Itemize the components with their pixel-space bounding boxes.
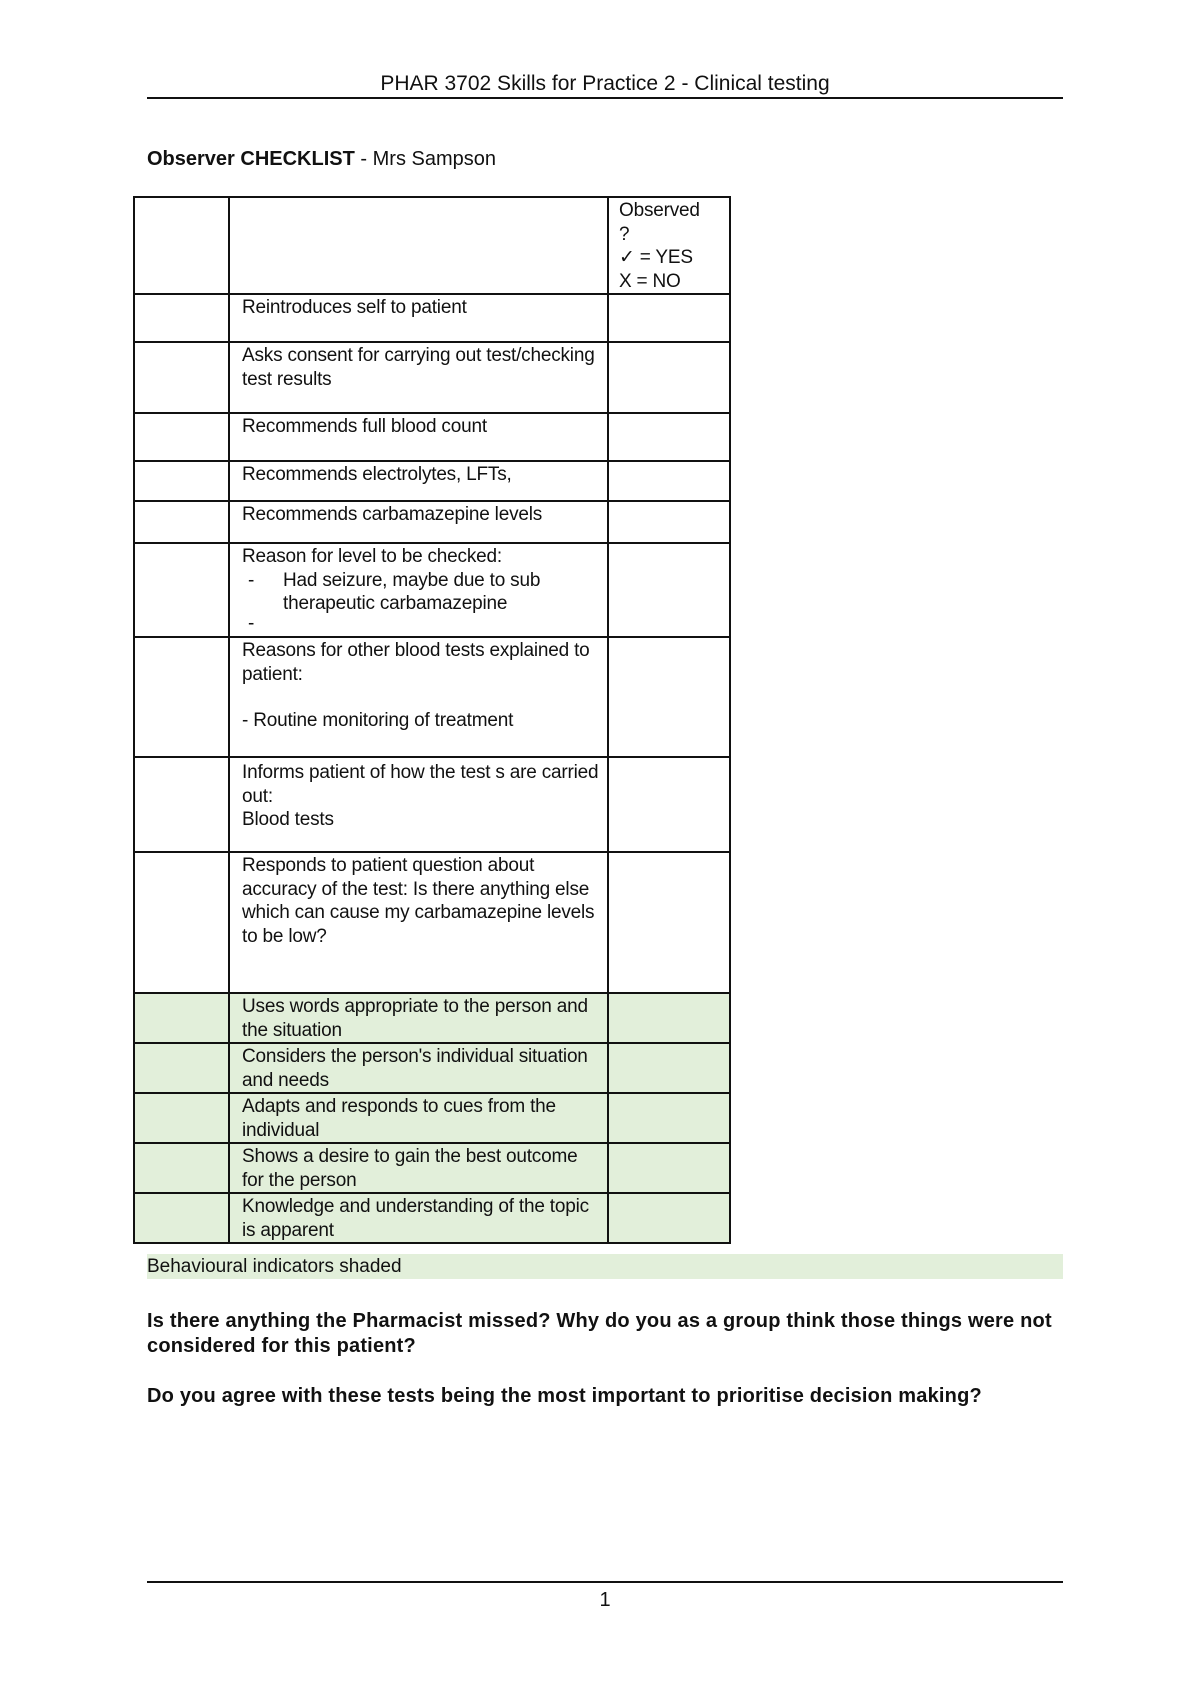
table-row (134, 461, 730, 501)
item-extra-text: Blood tests (242, 809, 334, 830)
observed-header-line: Observed (619, 200, 700, 221)
number-cell (134, 1043, 229, 1093)
document-title (147, 147, 496, 171)
observed-cell[interactable] (608, 461, 730, 501)
item-text: Reasons for other blood tests explained to patient: (242, 640, 590, 685)
table-row-behavioural (134, 993, 730, 1043)
dash-bullet: - (248, 569, 255, 591)
discussion-question: Is there anything the Pharmacist missed? Why do you as a group think those things were not considered for this patient? (147, 1310, 1052, 1357)
item-text: Reason for level to be checked: (242, 546, 502, 567)
item-cell: Reintroduces self to patient (229, 294, 608, 342)
number-cell (134, 637, 229, 757)
table-row (134, 342, 730, 413)
number-cell (134, 543, 229, 637)
number-cell (134, 1143, 229, 1193)
table-row (134, 757, 730, 852)
item-cell: Responds to patient question about accuracy of the test: Is there anything else which can cause my carbamazepine levels to be low? (229, 852, 608, 993)
number-cell (134, 461, 229, 501)
observed-cell[interactable] (608, 294, 730, 342)
item-cell: Shows a desire to gain the best outcome for the person (229, 1143, 608, 1193)
observed-header-line: ✓ = YES (619, 247, 693, 268)
number-cell (134, 1093, 229, 1143)
table-row-behavioural (134, 1193, 730, 1243)
observed-cell[interactable] (608, 993, 730, 1043)
item-sub-text: Had seizure, maybe due to sub therapeutic carbamazepine (283, 569, 541, 614)
observed-header-line: ? (619, 223, 630, 245)
number-cell (134, 197, 229, 294)
item-cell (229, 637, 608, 757)
observed-cell[interactable] (608, 342, 730, 413)
item-cell: Knowledge and understanding of the topic is apparent (229, 1193, 608, 1243)
number-cell (134, 993, 229, 1043)
document-title-bold: Observer CHECKLIST (147, 148, 355, 170)
item-cell: Adapts and responds to cues from the individual (229, 1093, 608, 1143)
observed-cell[interactable] (608, 543, 730, 637)
table-row (134, 852, 730, 993)
number-cell (134, 1193, 229, 1243)
observed-cell[interactable] (608, 1093, 730, 1143)
observed-cell[interactable] (608, 1043, 730, 1093)
observer-checklist-table (133, 196, 731, 1244)
number-cell (134, 413, 229, 461)
table-row (134, 501, 730, 543)
number-cell (134, 501, 229, 543)
item-cell: Recommends full blood count (229, 413, 608, 461)
item-cell: Uses words appropriate to the person and the situation (229, 993, 608, 1043)
observed-cell[interactable] (608, 637, 730, 757)
header-rule (147, 97, 1063, 99)
item-cell: Recommends carbamazepine levels (229, 501, 608, 543)
observed-header-line: X = NO (619, 270, 681, 292)
item-sub-point (242, 569, 601, 616)
table-row-behavioural (134, 1143, 730, 1193)
table-row (134, 413, 730, 461)
table-row-behavioural (134, 1043, 730, 1093)
item-cell: Recommends electrolytes, LFTs, (229, 461, 608, 501)
table-row (134, 637, 730, 757)
shading-legend: Behavioural indicators shaded (147, 1254, 1063, 1279)
page-number: 1 (599, 1589, 611, 1611)
observed-cell[interactable] (608, 852, 730, 993)
item-cell: Asks consent for carrying out test/checking test results (229, 342, 608, 413)
item-cell: Considers the person's individual situation and needs (229, 1043, 608, 1093)
number-cell (134, 757, 229, 852)
table-row-behavioural (134, 1093, 730, 1143)
header-title: PHAR 3702 Skills for Practice 2 - Clinical testing (380, 72, 830, 95)
footer-rule (147, 1581, 1063, 1583)
item-cell (229, 543, 608, 637)
observed-cell[interactable] (608, 501, 730, 543)
item-extra-text: - Routine monitoring of treatment (242, 710, 514, 731)
observed-cell[interactable] (608, 1193, 730, 1243)
observed-header-cell (608, 197, 730, 294)
observed-cell[interactable] (608, 757, 730, 852)
observed-cell[interactable] (608, 413, 730, 461)
number-cell (134, 342, 229, 413)
item-text: Informs patient of how the test s are carried out: (242, 762, 599, 807)
discussion-question: Do you agree with these tests being the most important to prioritise decision making? (147, 1385, 982, 1407)
document-title-rest: - Mrs Sampson (354, 148, 496, 170)
number-cell (134, 294, 229, 342)
table-header-row (134, 197, 730, 294)
observed-cell[interactable] (608, 1143, 730, 1193)
table-row (134, 543, 730, 637)
table-row (134, 294, 730, 342)
number-cell (134, 852, 229, 993)
dash-bullet: - (248, 612, 255, 634)
item-cell (229, 197, 608, 294)
item-cell (229, 757, 608, 852)
